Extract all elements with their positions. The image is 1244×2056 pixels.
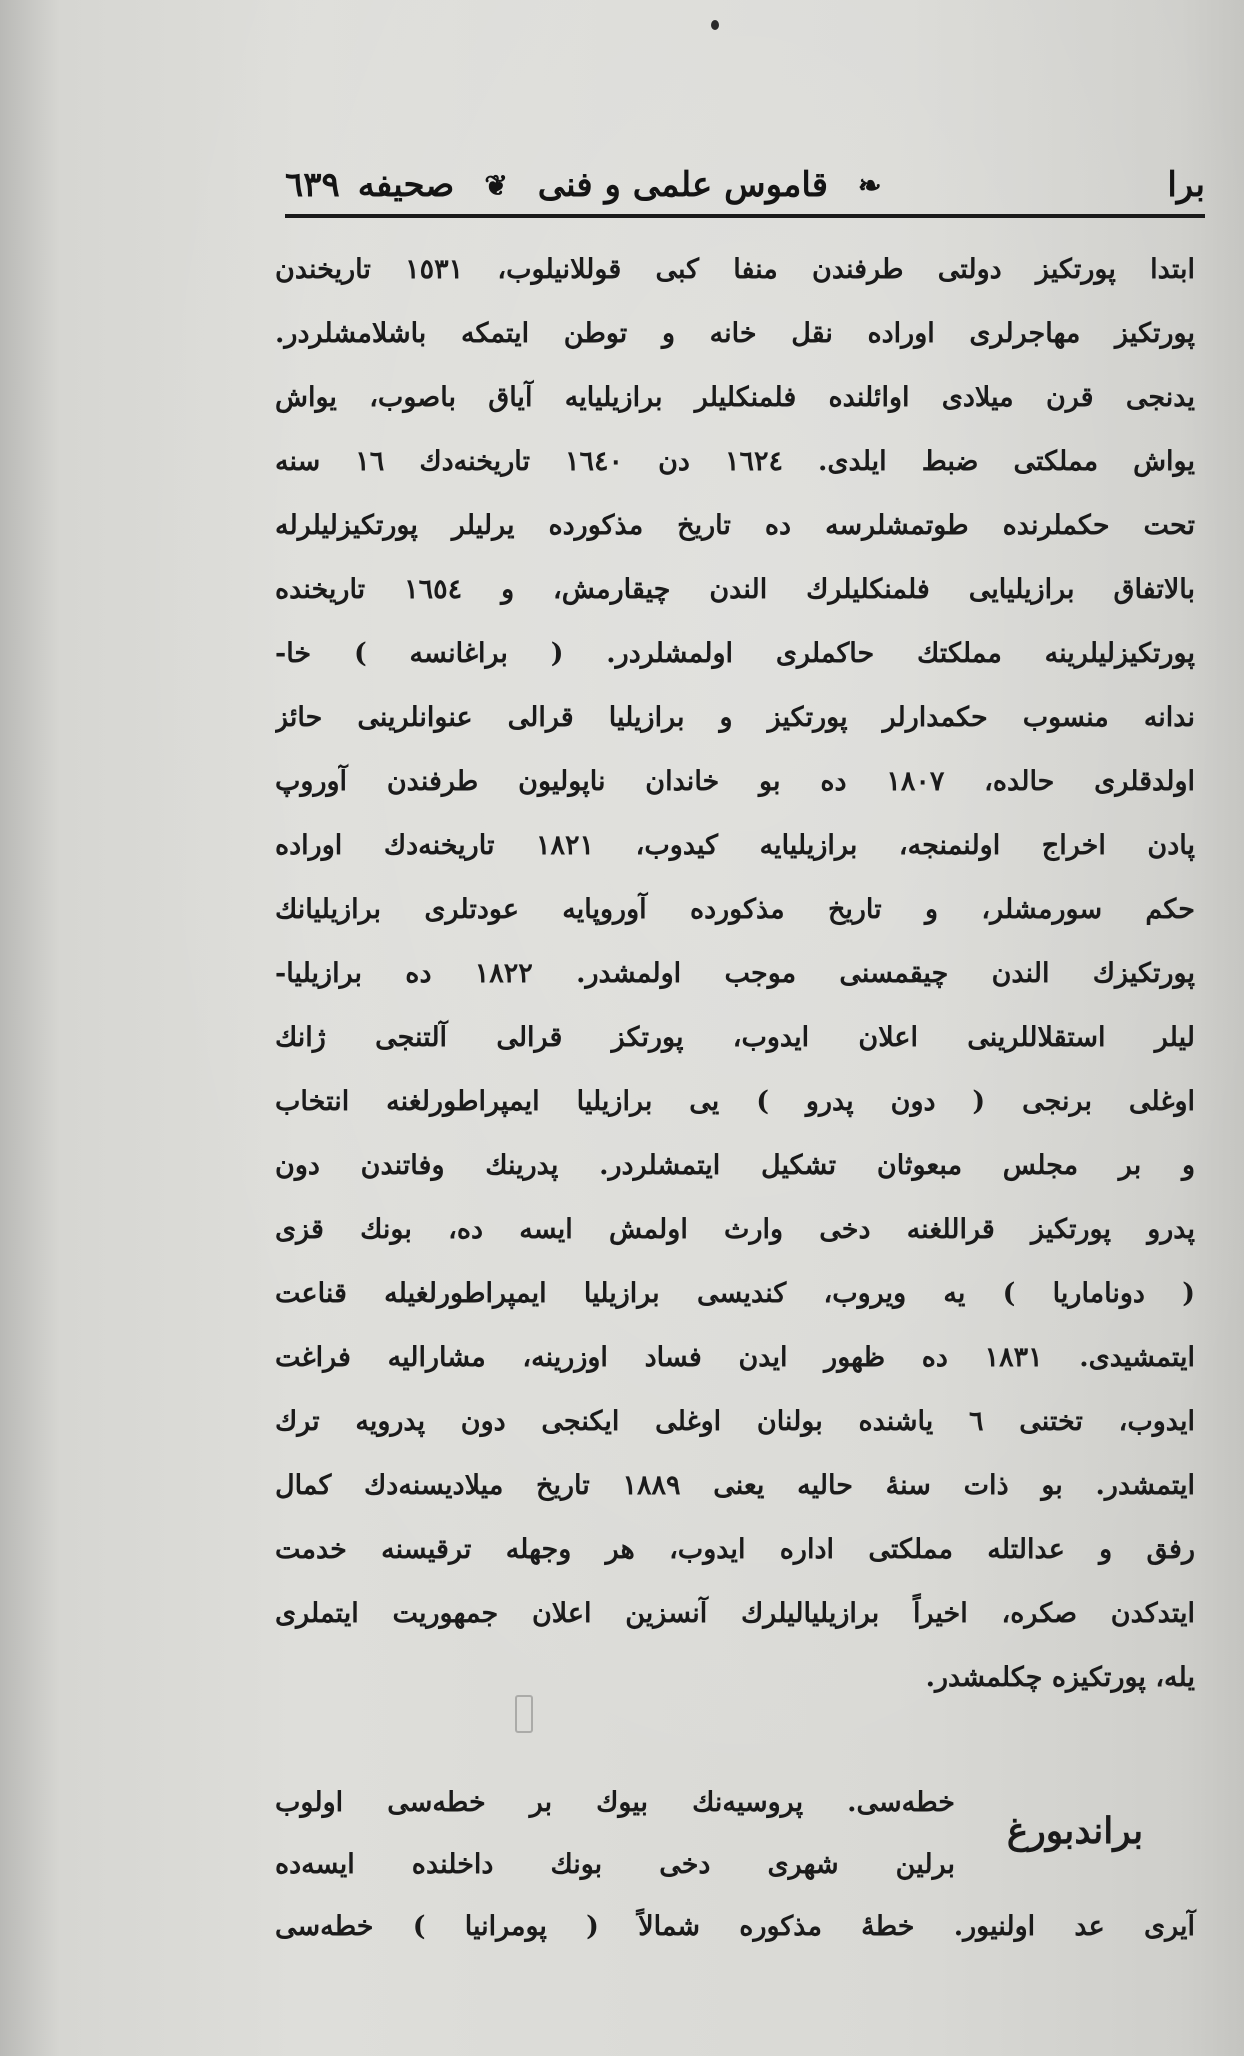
- text-line: بالاتفاق برازیلیایی فلمنکلیلرك الندن چیقارمش، و ١٦٥٤ تاریخنده: [275, 574, 1195, 605]
- entry-line: آیری عد اولنیور. خطهٔ مذکوره شمالاً ( پومرانیا ) خطه‌سی: [275, 1911, 1196, 1942]
- entry-title: براندبورغ: [1006, 1810, 1144, 1852]
- text-line: اولدقلری حالده، ١٨٠٧ ده بو خاندان ناپولیون طرفندن آوروپ: [275, 766, 1195, 797]
- text-line: حکم سورمشلر، و تاریخ مذکورده آوروپایه عودتلری برازیلیانك: [275, 894, 1195, 925]
- text-line: ( دوناماریا ) یه ویروب، کندیسی برازیلیا ایمپراطورلغیله قناعت: [275, 1278, 1195, 1309]
- text-line: ایدوب، تختنی ٦ یاشنده بولنان اوغلی ایکنجی دون پدرویه ترك: [275, 1406, 1195, 1437]
- text-line: ایتمشیدی. ١٨٣١ ده ظهور ایدن فساد اوزرینه، مشارالیه فراغت: [275, 1342, 1195, 1373]
- text-line: ندانه منسوب حکمدارلر پورتکیز و برازیلیا قرالی عنوانلرینی حائز: [275, 702, 1195, 733]
- header-page-label: صحیفه: [357, 165, 455, 205]
- page-header: [285, 160, 1205, 210]
- text-line: ایتدکدن صکره، اخیراً برازیلیالیلرك آنسزین اعلان جمهوریت ایتملری: [275, 1598, 1195, 1629]
- text-line: پادن اخراج اولنمنجه، برازیلیایه کیدوب، ١٨٢١ تاریخنه‌دك اوراده: [275, 830, 1195, 861]
- header-page-number: ٦٣٩: [285, 165, 340, 205]
- text-line: تحت حکملرنده طوتمشلرسه ده تاریخ مذکورده یرلیلر پورتکیزلیلرله: [275, 510, 1195, 541]
- text-line: پورتکیزلیلرینه مملکتك حاکملری اولمشلردر. ( براغانسه ) خا-: [275, 638, 1195, 669]
- text-line: پورتکیزك الندن چیقمسنی موجب اولمشدر. ١٨٢٢ ده برازیلیا-: [275, 958, 1195, 989]
- ornament-icon: ❦: [484, 168, 508, 202]
- dictionary-entry: [275, 1772, 1195, 1958]
- header-title: قاموس علمی و فنی: [537, 165, 828, 205]
- page-stain: [515, 1695, 533, 1733]
- header-left-word: برا: [1167, 165, 1205, 205]
- entry-line: خطه‌سی. پروسیه‌نك بیوك بر خطه‌سی اولوب: [275, 1787, 955, 1818]
- ornament-icon: ❧: [858, 168, 882, 202]
- text-line: ابتدا پورتکیز دولتی طرفندن منفا کبی قوللانیلوب، ١٥٣١ تاریخندن: [275, 254, 1195, 285]
- text-line: پدرو پورتکیز قراللغنه دخی وارث اولمش ایسه ده، بونك قزی: [275, 1214, 1195, 1245]
- text-line: یدنجی قرن میلادی اوائلنده فلمنکلیلر برازیلیایه آیاق باصوب، یواش: [275, 382, 1195, 413]
- header-rule: [285, 214, 1205, 218]
- text-line: یله، پورتکیزه چکلمشدر.: [925, 1662, 1195, 1693]
- entry-side-lines: [275, 1772, 955, 1896]
- entry-line: برلین شهری دخی بونك داخلنده ایسه‌ده: [275, 1849, 955, 1880]
- article-body: [275, 238, 1195, 1710]
- text-line: ایتمشدر. بو ذات سنهٔ حالیه یعنی ١٨٨٩ تاریخ میلادیسنه‌دك کمال: [275, 1470, 1195, 1501]
- ink-speck: [711, 20, 719, 30]
- text-line: پورتکیز مهاجرلری اوراده نقل خانه و توطن ایتمکه باشلامشلردر.: [275, 318, 1195, 349]
- text-line: اوغلی برنجی ( دون پدرو ) یی برازیلیا ایمپراطورلغنه انتخاب: [275, 1086, 1195, 1117]
- text-line: رفق و عدالتله مملکتی اداره ایدوب، هر وجهله ترقیسنه خدمت: [275, 1534, 1195, 1565]
- text-line: و بر مجلس مبعوثان تشکیل ایتمشلردر. پدرینك وفاتندن دون: [275, 1150, 1195, 1181]
- text-line: یواش مملکتی ضبط ایلدی. ١٦٢٤ دن ١٦٤٠ تاریخنه‌دك ١٦ سنه: [275, 446, 1195, 477]
- text-line: لیلر استقلاللرینی اعلان ایدوب، پورتکز قرالی آلتنجی ژانك: [275, 1022, 1195, 1053]
